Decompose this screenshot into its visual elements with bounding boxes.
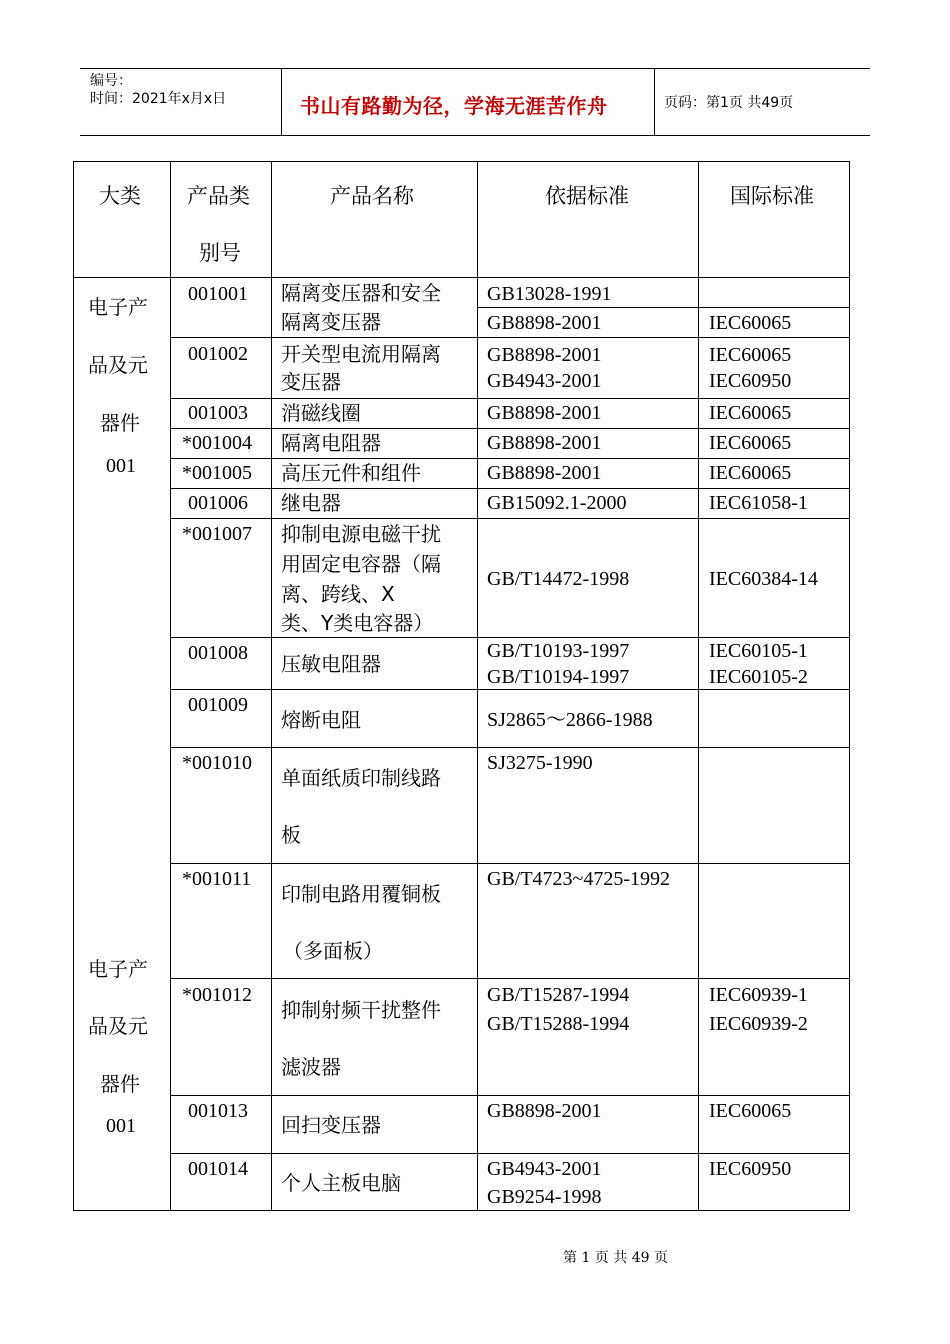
row-name: 用固定电容器（隔 [281,552,441,576]
doc-time-label: 时间：2021年x月x日 [90,91,227,107]
row-name: 隔离变压器和安全 [281,281,441,305]
col-header-code: 别号 [199,241,241,265]
row-name: 滤波器 [281,1055,341,1079]
row-code: 001002 [188,343,248,365]
category-label: 品及元 [88,353,148,377]
row-code: 001014 [188,1158,248,1180]
category-label: 电子产 [88,295,148,319]
table-border [698,161,699,1211]
row-rule [170,1153,850,1154]
row-intl-standard: IEC60939-1 [709,984,808,1006]
table-border [477,161,478,1211]
col-header-intl: 国际标准 [730,184,814,208]
row-intl-standard: IEC60105-1 [709,640,808,662]
row-code: 001001 [188,283,248,305]
row-code: *001012 [182,984,252,1006]
row-standard: GB/T10194-1997 [487,666,630,688]
row-rule [170,978,850,979]
row-name: 抑制射频干扰整件 [281,998,441,1022]
row-rule [477,307,850,308]
row-name: 抑制电源电磁干扰 [281,522,441,546]
table-border [73,161,74,1211]
row-rule [170,398,850,399]
row-intl-standard: IEC60950 [709,1158,792,1180]
row-name: 开关型电流用隔离 [281,342,441,366]
row-standard: GB9254-1998 [487,1186,602,1208]
row-intl-standard: IEC61058-1 [709,492,808,514]
row-code: *001005 [182,462,252,484]
row-name: 熔断电阻 [281,708,361,732]
row-standard: GB8898-2001 [487,462,602,484]
row-name: 类、Y类电容器） [281,611,434,635]
row-name: 单面纸质印制线路 [281,766,441,790]
row-name: 隔离电阻器 [281,431,381,455]
table-border [170,161,171,1211]
row-name: 离、跨线、X [281,582,395,606]
row-code: 001008 [188,642,248,664]
row-name: 板 [281,823,301,847]
category-label: 电子产 [88,957,148,981]
row-name: 继电器 [281,491,341,515]
row-standard: GB8898-2001 [487,432,602,454]
row-standard: GB8898-2001 [487,344,602,366]
row-name: 高压元件和组件 [281,461,421,485]
category-label: 器件 [100,411,140,435]
table-border [849,161,850,1211]
row-code: *001010 [182,752,252,774]
header-top-rule [80,68,870,69]
row-name: 变压器 [281,370,341,394]
row-rule [170,337,850,338]
row-rule [170,458,850,459]
col-header-name: 产品名称 [330,184,414,208]
row-intl-standard: IEC60939-2 [709,1013,808,1035]
row-standard: GB4943-2001 [487,1158,602,1180]
row-intl-standard: IEC60065 [709,432,792,454]
header-page-info: 页码：第1页 共49页 [664,95,794,111]
page-footer: 第 1 页 共 49 页 [563,1250,668,1266]
header-divider [281,68,282,136]
row-name: 压敏电阻器 [281,652,381,676]
row-name: （多面板） [283,939,383,963]
doc-number-label: 编号： [90,73,132,89]
row-code: 001003 [188,402,248,424]
row-name: 隔离变压器 [281,310,381,334]
row-intl-standard: IEC60065 [709,1100,792,1122]
row-intl-standard: IEC60065 [709,402,792,424]
row-standard: GB13028-1991 [487,283,612,305]
row-standard: GB/T4723~4725-1992 [487,868,671,890]
header-bottom-rule [80,135,870,136]
row-intl-standard: IEC60065 [709,344,792,366]
table-border [73,277,850,278]
col-header-category: 大类 [99,184,141,208]
row-standard: GB8898-2001 [487,402,602,424]
row-standard: GB15092.1-2000 [487,492,627,514]
table-border [271,161,272,1211]
row-code: 001013 [188,1100,248,1122]
category-label: 器件 [100,1072,140,1096]
row-rule [170,428,850,429]
row-code: *001011 [182,868,252,890]
row-standard: GB8898-2001 [487,312,602,334]
row-standard: GB/T15287-1994 [487,984,630,1006]
row-intl-standard: IEC60384-14 [709,568,818,590]
row-name: 消磁线圈 [281,401,361,425]
row-rule [170,1095,850,1096]
row-standard: SJ2865～2866-1988 [487,709,653,731]
row-name: 印制电路用覆铜板 [281,882,441,906]
row-name: 个人主板电脑 [281,1171,401,1195]
table-border [73,1210,850,1211]
row-intl-standard: IEC60065 [709,462,792,484]
row-code: *001007 [182,523,252,545]
row-standard: SJ3275-1990 [487,752,593,774]
row-standard: GB/T15288-1994 [487,1013,630,1035]
row-intl-standard: IEC60065 [709,312,792,334]
category-code: 001 [106,1115,136,1137]
row-code: 001006 [188,492,248,514]
table-border [73,161,850,162]
row-code: *001004 [182,432,252,454]
row-standard: GB8898-2001 [487,1100,602,1122]
category-code: 001 [106,455,136,477]
header-divider [654,68,655,136]
category-label: 品及元 [88,1014,148,1038]
row-rule [170,488,850,489]
row-standard: GB/T10193-1997 [487,640,630,662]
row-name: 回扫变压器 [281,1113,381,1137]
row-standard: GB4943-2001 [487,370,602,392]
row-standard: GB/T14472-1998 [487,568,630,590]
col-header-code: 产品类 [187,184,250,208]
row-intl-standard: IEC60950 [709,370,792,392]
row-intl-standard: IEC60105-2 [709,666,808,688]
row-rule [170,863,850,864]
row-rule [170,747,850,748]
row-rule [170,518,850,519]
header-motto: 书山有路勤为径，学海无涯苦作舟 [300,94,608,118]
row-code: 001009 [188,694,248,716]
col-header-standard: 依据标准 [545,184,629,208]
